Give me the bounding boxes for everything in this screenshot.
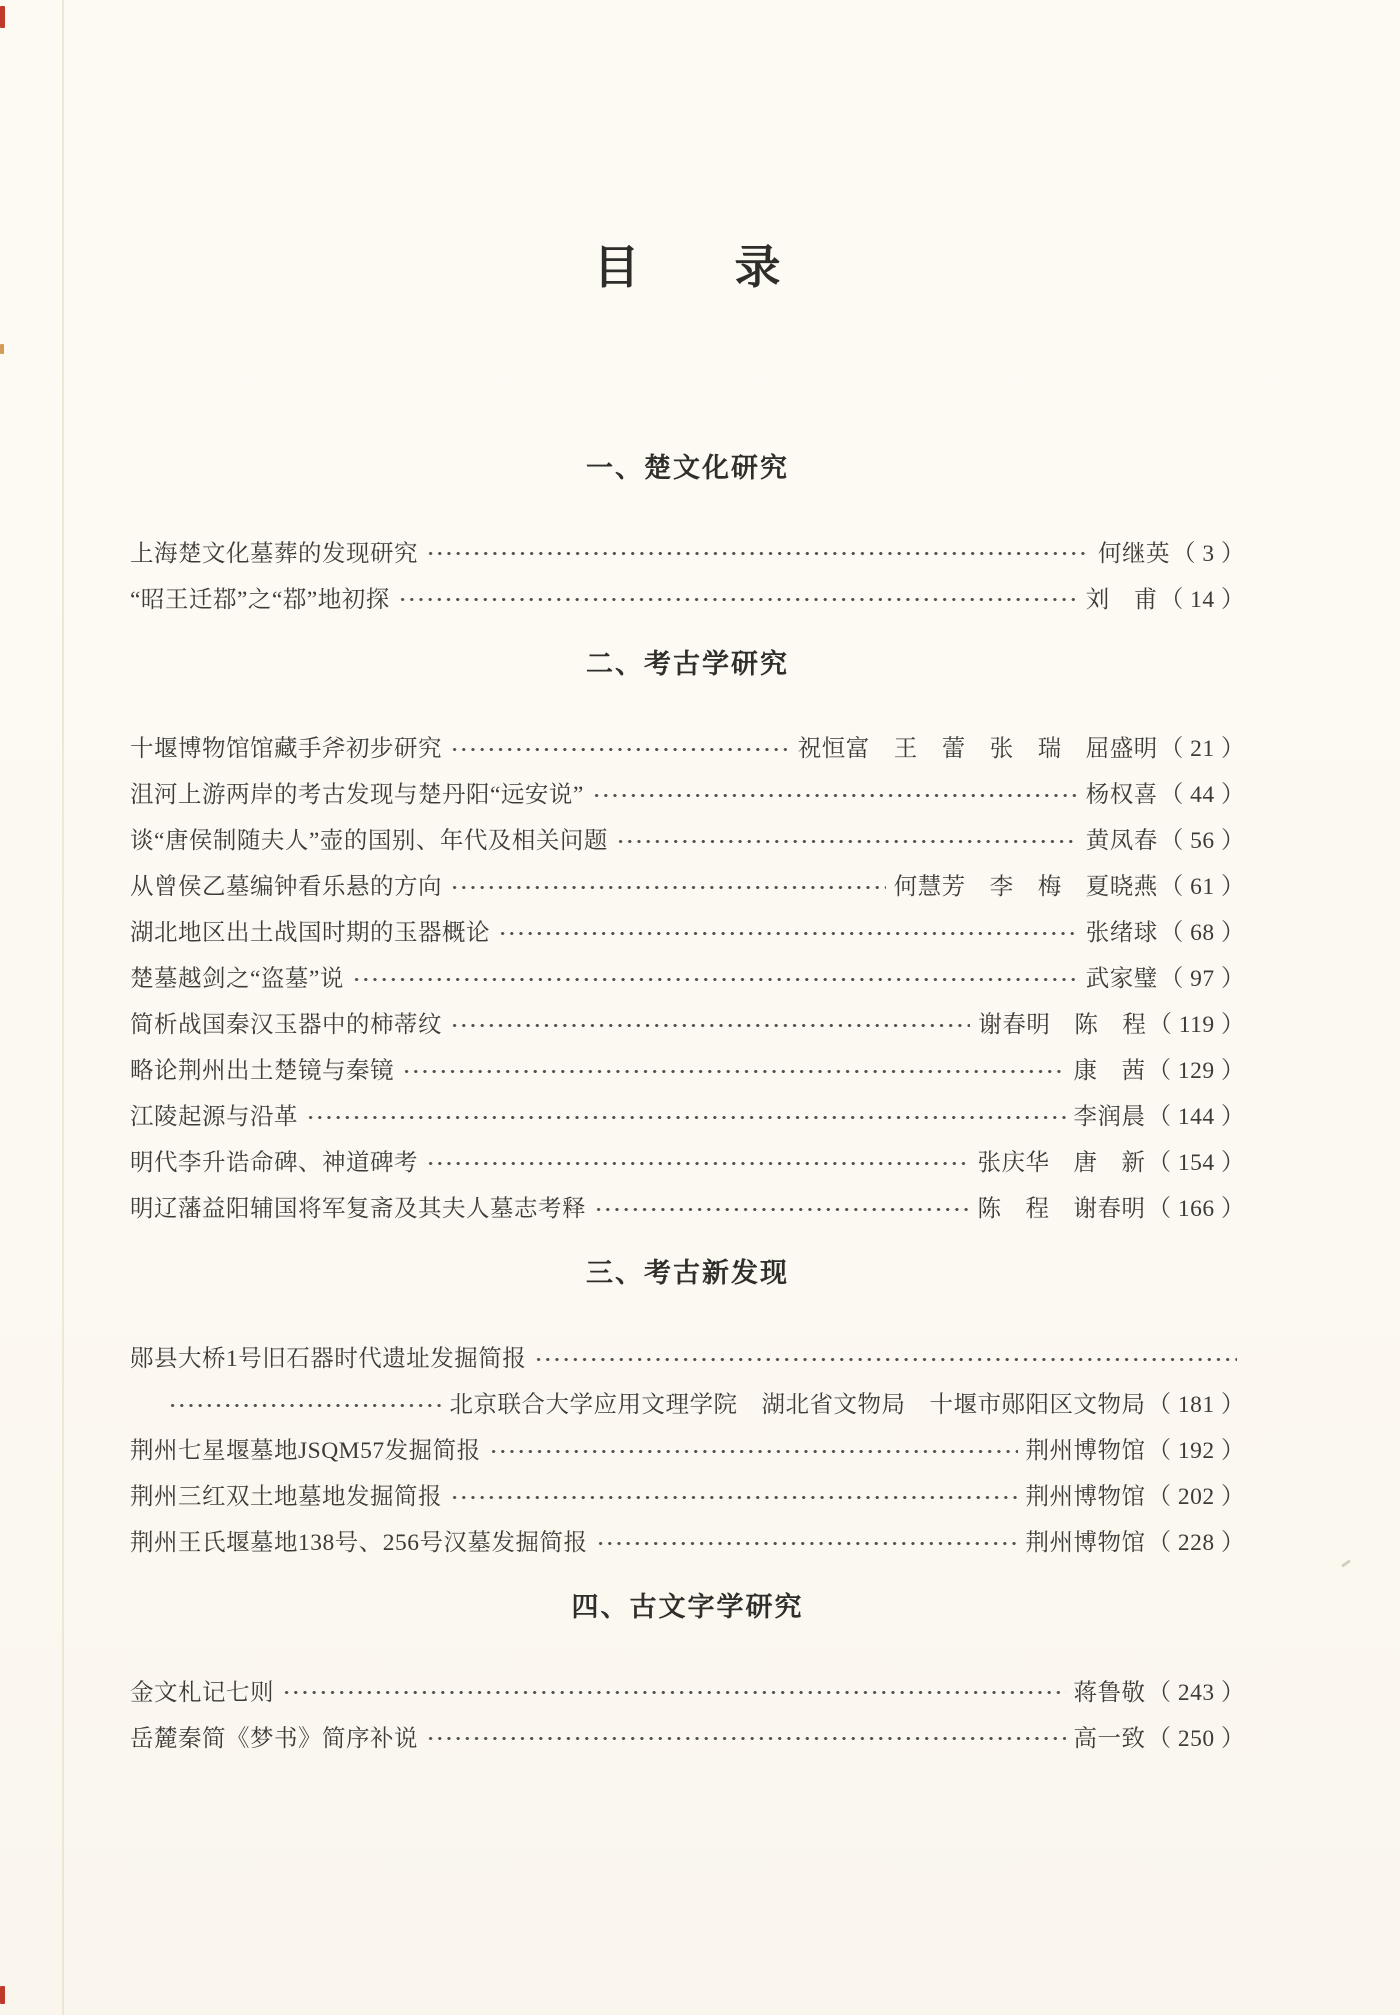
entry-title: 江陵起源与沿革 <box>130 1104 298 1131</box>
scan-artifact-red-mark <box>0 6 5 28</box>
entry-authors: 荆州博物馆 <box>1025 1484 1146 1511</box>
toc-entry <box>130 1333 1245 1379</box>
toc-entry <box>130 861 1245 907</box>
entry-title: 明代李升诰命碑、神道碑考 <box>130 1150 418 1177</box>
entry-page: （ 250 ） <box>1147 1725 1245 1752</box>
entry-authors: 李润晨 <box>1073 1104 1146 1131</box>
section-heading: 二、考古学研究 <box>586 648 789 679</box>
dot-leader <box>534 1355 1237 1364</box>
entry-list <box>130 1667 1245 1759</box>
entry-authors: 康 茜 <box>1073 1058 1146 1085</box>
toc-entry <box>130 1183 1245 1229</box>
dot-leader <box>450 745 790 754</box>
toc-section <box>130 1255 1245 1563</box>
entry-authors: 高一致 <box>1073 1725 1146 1752</box>
toc-entry-continuation <box>130 1379 1245 1425</box>
toc-entry <box>130 999 1245 1045</box>
entry-list <box>130 723 1245 1229</box>
entry-page: （ 21 ） <box>1159 736 1245 763</box>
entry-page: （ 228 ） <box>1147 1530 1245 1557</box>
entry-list <box>130 528 1245 620</box>
entry-authors: 祝恒富 王 蕾 张 瑞 屈盛明 <box>797 736 1158 763</box>
toc-entry <box>130 528 1245 574</box>
entry-list <box>130 1333 1245 1563</box>
section-heading: 一、楚文化研究 <box>586 452 789 483</box>
entry-title: 上海楚文化墓葬的发现研究 <box>130 540 418 567</box>
entry-page: （ 68 ） <box>1159 920 1245 947</box>
entry-authors: 张庆华 唐 新 <box>977 1150 1146 1177</box>
entry-title: 十堰博物馆馆藏手斧初步研究 <box>130 736 442 763</box>
toc-entry <box>130 953 1245 999</box>
dot-leader <box>596 1539 1018 1548</box>
dot-leader <box>616 837 1078 846</box>
entry-authors: 黄凤春 <box>1085 828 1158 855</box>
entry-authors: 蒋鲁敬 <box>1073 1679 1146 1706</box>
dot-leader <box>592 791 1078 800</box>
entry-title: 明辽藩益阳辅国将军复斋及其夫人墓志考释 <box>130 1196 586 1223</box>
entry-page: （ 3 ） <box>1172 540 1245 567</box>
entry-authors: 荆州博物馆 <box>1025 1438 1146 1465</box>
entry-page: （ 202 ） <box>1147 1484 1245 1511</box>
entry-title: 谈“唐侯制随夫人”壶的国别、年代及相关问题 <box>130 828 608 855</box>
entry-page: （ 166 ） <box>1147 1196 1245 1223</box>
dot-leader <box>450 883 886 892</box>
entry-authors: 北京联合大学应用文理学院 湖北省文物局 十堰市郧阳区文物局 <box>449 1392 1146 1419</box>
toc-section <box>130 646 1245 1230</box>
entry-authors: 杨权喜 <box>1085 782 1158 809</box>
toc-entry <box>130 574 1245 620</box>
entry-title: 金文札记七则 <box>130 1679 274 1706</box>
toc-entry <box>130 1045 1245 1091</box>
toc-entry <box>130 1471 1245 1517</box>
entry-page: （ 243 ） <box>1147 1679 1245 1706</box>
entry-title: 岳麓秦简《梦书》简序补说 <box>130 1725 418 1752</box>
entry-title: 楚墓越剑之“盗墓”说 <box>130 966 344 993</box>
entry-authors: 陈 程 谢春明 <box>977 1196 1146 1223</box>
toc-entry <box>130 1517 1245 1563</box>
dot-leader <box>450 1493 1018 1502</box>
dot-leader <box>426 549 1090 558</box>
entry-page: （ 119 ） <box>1148 1012 1245 1039</box>
section-heading: 三、考古新发现 <box>586 1258 789 1289</box>
page-title: 目 录 <box>593 242 782 293</box>
toc-sections <box>130 450 1245 1759</box>
entry-page: （ 129 ） <box>1147 1058 1245 1085</box>
dot-leader <box>594 1205 970 1214</box>
section-heading: 四、古文字学研究 <box>571 1592 804 1623</box>
dot-leader <box>352 975 1078 984</box>
dot-leader <box>168 1401 442 1410</box>
entry-page: （ 181 ） <box>1147 1392 1245 1419</box>
entry-title: 荆州王氏堰墓地138号、256号汉墓发掘简报 <box>130 1530 588 1557</box>
entry-page: （ 56 ） <box>1159 828 1245 855</box>
dot-leader <box>402 1067 1066 1076</box>
dot-leader <box>426 1734 1066 1743</box>
dot-leader <box>282 1688 1066 1697</box>
entry-authors: 荆州博物馆 <box>1025 1530 1146 1557</box>
toc-entry <box>130 815 1245 861</box>
entry-authors: 武家璧 <box>1085 966 1158 993</box>
toc-entry <box>130 1091 1245 1137</box>
entry-authors: 张绪球 <box>1085 920 1158 947</box>
dot-leader <box>306 1113 1066 1122</box>
entry-title: 沮河上游两岸的考古发现与楚丹阳“远安说” <box>130 782 584 809</box>
entry-authors: 何慧芳 李 梅 夏晓燕 <box>893 874 1158 901</box>
entry-page: （ 14 ） <box>1159 586 1245 613</box>
entry-authors: 谢春明 陈 程 <box>978 1012 1147 1039</box>
entry-title: 荆州七星堰墓地JSQM57发掘简报 <box>130 1438 481 1465</box>
entry-authors: 刘 甫 <box>1085 586 1158 613</box>
toc-entry <box>130 1425 1245 1471</box>
entry-page: （ 144 ） <box>1147 1104 1245 1131</box>
toc-entry <box>130 907 1245 953</box>
entry-page: （ 192 ） <box>1147 1438 1245 1465</box>
dot-leader <box>398 595 1078 604</box>
dot-leader <box>450 1021 970 1030</box>
toc-entry <box>130 723 1245 769</box>
dot-leader <box>498 929 1078 938</box>
entry-title: “昭王迁鄀”之“鄀”地初探 <box>130 586 390 613</box>
entry-title: 荆州三红双土地墓地发掘简报 <box>130 1484 442 1511</box>
entry-title: 略论荆州出土楚镜与秦镜 <box>130 1058 394 1085</box>
entry-title: 简析战国秦汉玉器中的柿蒂纹 <box>130 1012 442 1039</box>
dot-leader <box>489 1447 1018 1456</box>
entry-authors: 何继英 <box>1098 540 1170 567</box>
entry-page: （ 44 ） <box>1159 782 1245 809</box>
entry-title: 湖北地区出土战国时期的玉器概论 <box>130 920 490 947</box>
toc-content <box>0 238 1400 1759</box>
toc-section <box>130 450 1245 620</box>
entry-title: 郧县大桥1号旧石器时代遗址发掘简报 <box>130 1346 527 1373</box>
toc-entry <box>130 1667 1245 1713</box>
toc-entry <box>130 1713 1245 1759</box>
scan-artifact-red-mark <box>0 1986 5 2004</box>
entry-page: （ 97 ） <box>1159 966 1245 993</box>
toc-entry <box>130 1137 1245 1183</box>
entry-title: 从曾侯乙墓编钟看乐悬的方向 <box>130 874 442 901</box>
toc-section <box>130 1589 1245 1759</box>
entry-page: （ 61 ） <box>1159 874 1245 901</box>
entry-page: （ 154 ） <box>1147 1150 1245 1177</box>
toc-entry <box>130 769 1245 815</box>
dot-leader <box>426 1159 970 1168</box>
